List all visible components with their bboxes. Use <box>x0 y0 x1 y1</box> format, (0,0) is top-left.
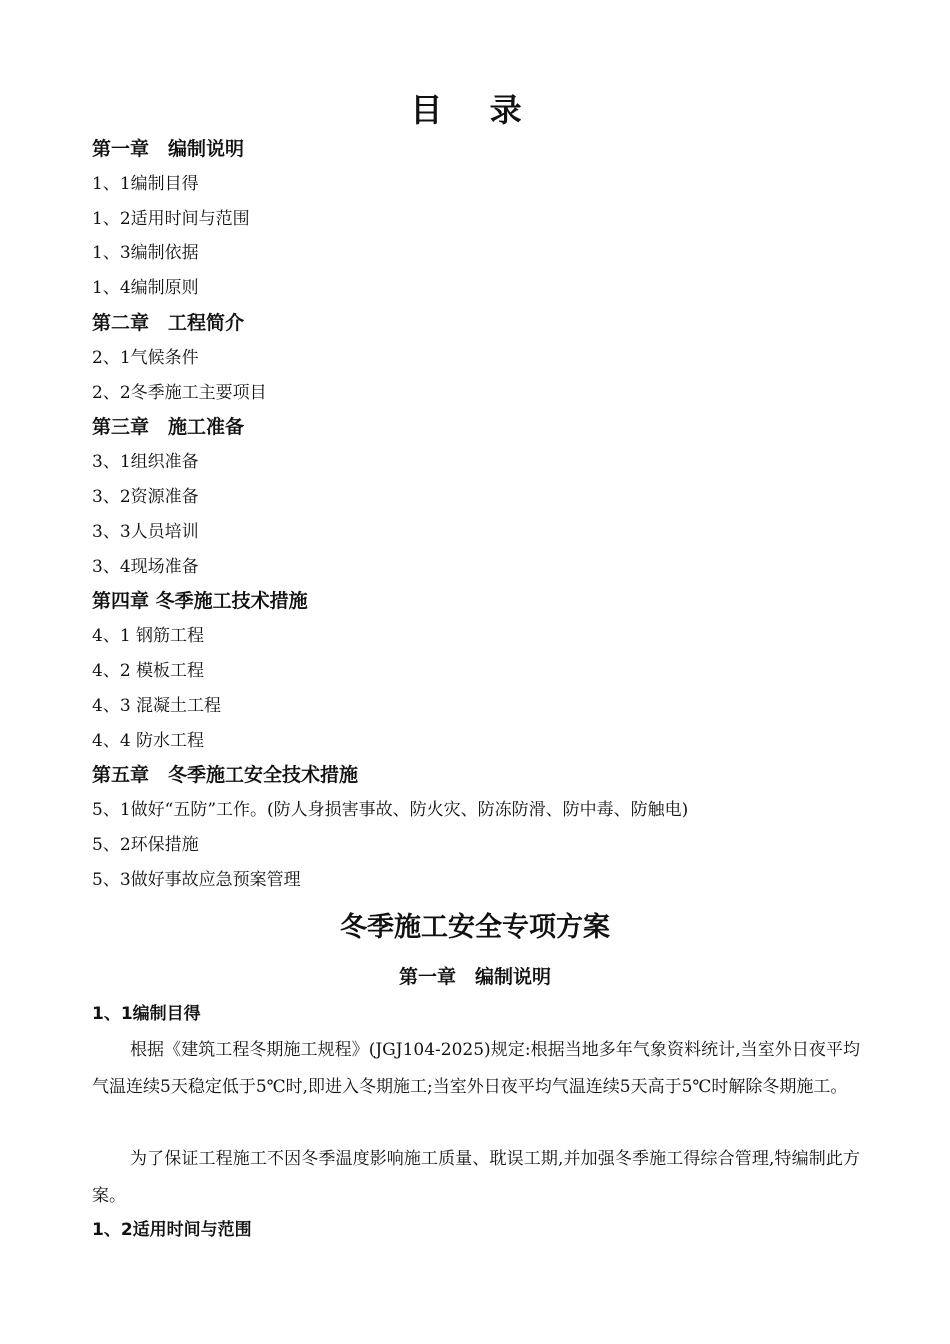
document-title: 冬季施工安全专项方案 <box>340 912 610 943</box>
toc-section-3-3: 3、3人员培训 <box>92 521 199 542</box>
toc-section-1-4: 1、4编制原则 <box>92 278 199 299</box>
toc-section-1-2: 1、2适用时间与范围 <box>92 208 250 229</box>
toc-section-1-1: 1、1编制目得 <box>92 173 199 194</box>
toc-section-3-2: 3、2资源准备 <box>92 486 199 507</box>
toc-section-5-3: 5、3做好事故应急预案管理 <box>92 869 301 890</box>
chapter-heading: 第一章 编制说明 <box>398 966 551 988</box>
section-heading-1-1: 1、1编制目得 <box>92 1004 201 1024</box>
toc-section-3-1: 3、1组织准备 <box>92 452 199 473</box>
section-heading-1-2: 1、2适用时间与范围 <box>92 1220 252 1240</box>
toc-section-2-2: 2、2冬季施工主要项目 <box>92 382 267 403</box>
toc-section-4-4: 4、4 防水工程 <box>92 730 205 751</box>
toc-section-4-1: 4、1 钢筋工程 <box>92 626 205 647</box>
toc-section-1-3: 1、3编制依据 <box>92 243 199 264</box>
toc-section-2-1: 2、1气候条件 <box>92 347 199 368</box>
toc-section-3-4: 3、4现场准备 <box>92 556 199 577</box>
toc-section-4-3: 4、3 混凝土工程 <box>92 695 222 716</box>
toc-chapter-2: 第二章 工程简介 <box>92 311 245 334</box>
toc-chapter-5: 第五章 冬季施工安全技术措施 <box>92 764 359 787</box>
paragraph-2: 为了保证工程施工不因冬季温度影响施工质量、耽误工期,并加强冬季施工得综合管理,特编制此方案。 <box>92 1149 860 1206</box>
toc-section-5-1: 5、1做好“五防”工作。(防人身损害事故、防火灾、防冻防滑、防中毒、防触电) <box>92 800 689 821</box>
toc-chapter-4: 第四章 冬季施工技术措施 <box>92 590 308 613</box>
toc-title: 目 录 <box>410 91 540 129</box>
toc-chapter-1: 第一章 编制说明 <box>92 138 245 160</box>
toc-section-4-2: 4、2 模板工程 <box>92 660 205 681</box>
toc-section-5-2: 5、2环保措施 <box>92 834 199 855</box>
paragraph-1: 根据《建筑工程冬期施工规程》(JGJ104-2025)规定:根据当地多年气象资料统计,当室外日夜平均气温连续5天稳定低于5℃时,即进入冬期施工;当室外日夜平均气温连续5天高于5℃时解除冬期施工。 <box>92 1040 860 1097</box>
table-of-contents <box>92 132 882 898</box>
toc-chapter-3: 第三章 施工准备 <box>92 416 245 439</box>
